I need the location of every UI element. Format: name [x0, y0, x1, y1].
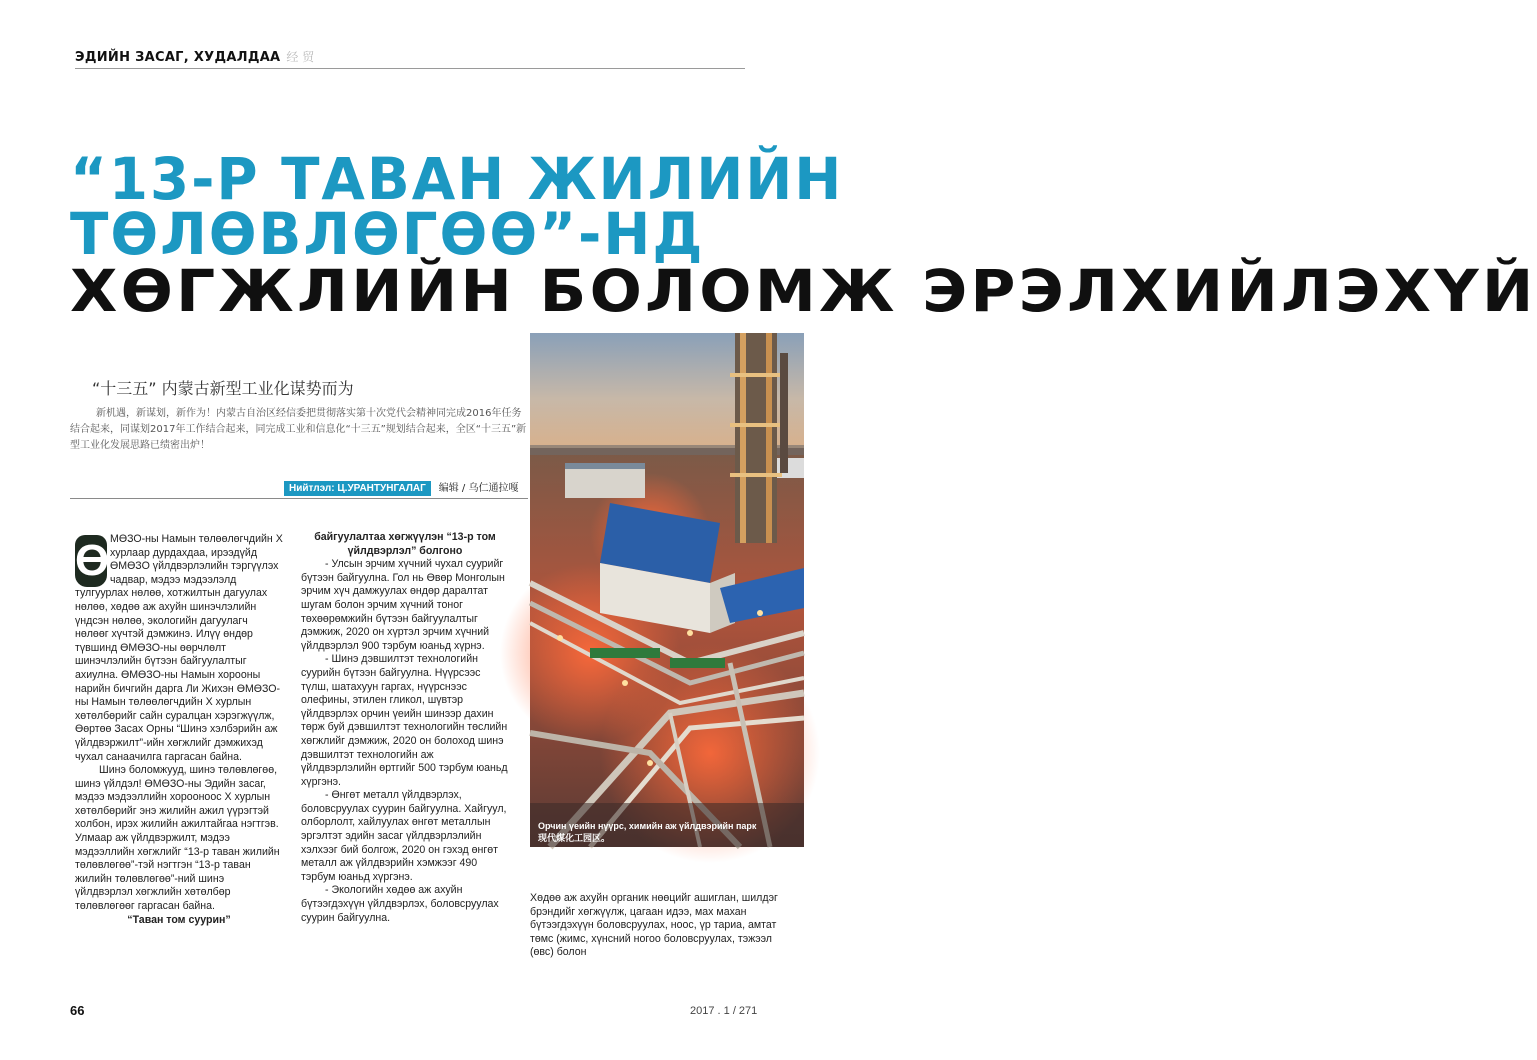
col1-subheading: “Таван том суурин”: [127, 913, 231, 926]
chinese-intro-paragraph: 新机遇，新谋划，新作为！内蒙古自治区经信委把贯彻落实第十次党代会精神同完成2016年任务结合起来，同谋划2017年工作结合起来，同完成工业和信息化“十三五”规划结合起来，全区“十三五”新型工业化发展思路已绩密出炉！: [70, 408, 527, 451]
photo-caption: [538, 820, 800, 844]
byline: [284, 481, 518, 496]
section-title-cn: 经 贸: [286, 50, 315, 64]
article-title-line-2: ТӨЛӨВЛӨГӨӨ”-НД: [70, 200, 705, 268]
byline-divider: [70, 498, 528, 499]
col3-paragraph-1: Хөдөө аж ахуйн органик нөөцийг ашиглан, шилдэг брэндийг хөгжүүлж, цагаан идээ, мах махан бүтээгдэхүүн боловсруулах, ноос, үр тариа, амтат төмс (жимс, хүнсний ногоо боловсруулах, тэжээл (өвс) болон: [530, 892, 778, 959]
col2-subheading: байгуулалтаа хөгжүүлэн “13-р том үйлдвэрлэл” болгоно: [314, 531, 496, 557]
section-title: ЭДИЙН ЗАСАГ, ХУДАЛДАА: [75, 50, 281, 65]
article-column-3: [530, 892, 780, 960]
col1-paragraph-2: Шинэ боломжууд, шинэ төлөвлөгөө, шинэ үйлдэл! ӨМӨЗО-ны Эдийн засаг, мэдээ мэдээллийн хорооноос Х хурлын хөтөлбөрийг энэ жилийн ажил үүрэгтэй холбон, ирэх жилийн ажилтайгаа нэгтгэв. Улмаар аж үйлдвэржилт, мэдээ мэдээллийн хөгжлийг “13-р таван жилийн төлөвлөгөө”-тэй нэгтгэн “13-р таван жилийн төлөвлөгөө”-ний шинэ үйлдвэрлэл хөгжлийн хөтөлбөр төлөвлөгөөг гаргасан байна.: [75, 764, 280, 913]
article-title-line-1: “13-Р ТАВАН ЖИЛИЙН: [70, 145, 844, 213]
col2-paragraph-1: - Улсын эрчим хүчний чухал суурийг бүтээн байгуулна. Гол нь Өвөр Монголын эрчим хүч дамжуулах өндөр даралтат шугам болон эрчим хүчний тоног төхөөрөмжийн бүтээн байгуулалтыг дэмжиж, 2020 он хүртэл эрчим хүчний үйлдвэрлэл 900 тэрбум юаньд хүрнэ.: [301, 558, 505, 652]
issue-number: 2017 . 1 / 271: [690, 1005, 758, 1017]
col1-paragraph-1: МӨЗО-ны Намын төлөөлөгчдийн Х хурлаар дурдахдаа, ирээдүйд ӨМӨЗО үйлдвэрлэлийн тэргүүлэх чадвар, мэдээ мэдээлэлд тулгуурлах нөлөө, хотжилтын дагуулах нөлөө, хөдөө аж ахуйн шинэчлэлийн үндсэн нөлөө, экологийн дагуулагч нөлөөг хүчтэй дэмжинэ. Илүү өндөр түвшинд ӨМӨЗО-ны өөрчлөлт шинэчлэлийн бүтээн байгуулалтыг ахиулна. ӨМӨЗО-ны Намын хорооны нарийн бичгийн дарга Ли Жихэн ӨМӨЗО-ны Намын төлөөлөгчдийн Х хурлын хөтөлбөрийг сайн суралцан хэрэгжүүлж, Өөртөө Засах Орны “Шинэ хэлбэрийн аж үйлдвэржилт”-ийн хөгжлийг дэмжихэд чухал санаачилга гаргасан байна.: [75, 533, 283, 763]
industrial-park-photo: [530, 333, 804, 847]
page-number: 66: [70, 1003, 85, 1018]
photo-caption-cn: 现代煤化工园区。: [538, 833, 611, 843]
byline-author: Нийтлэл: Ц.УРАНТУНГАЛАГ: [284, 481, 431, 496]
byline-editor: 编辑 / 乌仁通拉嘎: [438, 483, 519, 494]
article-column-2: [301, 531, 509, 925]
col2-paragraph-2: - Шинэ дэвшилтэт технологийн суурийн бүтээн байгуулна. Нүүрсээс түлш, шатахуун гаргах, нүүрснээс олефины, этилен гликол, шүвтэр үйлдвэрлэх орчин үеийн шинээр дахин төрж буй дэвшилтэт технологийн төслийн хөгжлийг дэмжиж, 2020 он болоход шинэ дэвшилтэт технологийн аж үйлдвэрлэлийн өртгийг 500 тэрбум юаньд хүргэнэ.: [301, 653, 508, 788]
article-column-1: [75, 533, 283, 927]
drop-cap: Ө: [75, 536, 110, 585]
article-title-line-3: ХӨГЖЛИЙН БОЛОМЖ ЭРЭЛХИЙЛЭХҮЙ: [70, 257, 1537, 325]
photo-caption-mn: Орчин үеийн нүүрс, химийн аж үйлдвэрийн парк: [538, 821, 757, 831]
chinese-subtitle: “十三五” 内蒙古新型工业化谋势而为: [92, 379, 354, 398]
section-header: [75, 48, 745, 69]
col2-paragraph-3: - Өнгөт металл үйлдвэрлэх, боловсруулах суурин байгуулна. Хайгуул, олборлолт, хайлуулах өнгөт металлын эргэлтэт эдийн засаг үйлдвэрлэлийн хэлхээг бий болгож, 2020 он гэхэд өнгөт металл аж үйлдвэрийн хэмжээг 490 тэрбум юаньд хүргэнэ.: [301, 789, 507, 883]
col2-paragraph-4: - Экологийн хөдөө аж ахуйн бүтээгдэхүүн үйлдвэрлэх, боловсруулах суурин байгуулна.: [301, 884, 499, 924]
